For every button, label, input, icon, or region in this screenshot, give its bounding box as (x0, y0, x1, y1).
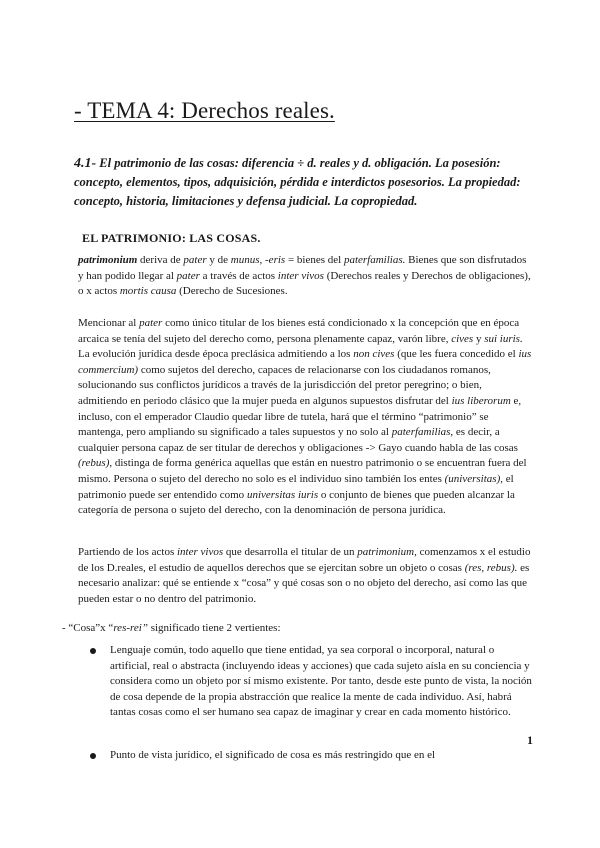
paragraph-pater: Mencionar al pater como único titular de los bienes está condicionado x la concepción que en época arcaica se tenía del sujeto del derecho como, persona plenamente capaz, varón libre, cives y sui iuris. La evolución jurídica desde época preclásica admitiendo a los non cives (que les fuera concedido el ius commercium) como sujetos del derecho, capaces de relacionarse con los ciudadanos romanos, solucionando sus conflictos jurídicos a través de la jurisdicción del pretor peregrino; o bien, admitiendo en periodo clásico que la mujer pueda en algunos supuestos disfrutar del ius liberorum e, incluso, con el emperador Claudio quedar libre de tutela, hará que el término “patrimonio” se mantenga, pero ampliando su significado a tales supuestos y no solo al paterfamilias, es decir, a cualquier persona capaz de ser titular de derechos y obligaciones -> Gayo cuando habla de las cosas (rebus), distinga de forma genérica aquellas que están en nuestro patrimonio o se encuentran fuera del mismo. Persona o sujeto del derecho no solo es el individuo sino también los entes (universitas), el patrimonio puede ser entendido como universitas iuris o conjunto de bienes que pueden alcanzar la categoría de persona o sujeto del derecho, con la denominación de persona jurídica. (78, 317, 532, 517)
bullet-dot-icon (90, 753, 96, 759)
subtitle-number: 4.1- (74, 156, 97, 171)
subtitle-text: El patrimonio de las cosas: diferencia ÷ d. reales y d. obligación. La posesión: concepto, elementos, tipos, adquisición, pérdida e interdictos posesorios. La propiedad: concepto, historia, limitaciones y defensa judicial. La copropiedad. (74, 156, 521, 208)
paragraph-patrimonium: patrimonium deriva de pater y de munus, -eris = bienes del paterfamilias. Bienes que son disfrutados y han podido llegar al pater a través de actos inter vivos (Derechos reales y Derechos de obligaciones), o x actos mortis causa (Derecho de Sucesiones. (78, 254, 531, 298)
paragraph-inter-vivos: Partiendo de los actos inter vivos que desarrolla el titular de un patrimonium, comenzamos x el estudio de los D.reales, el estudio de aquellos derechos que se ejercitan sobre un objeto o cosas (res, rebus). es necesario analizar: qué se entiende x “cosa” y qué cosas son o no objeto del derecho, así como las que pueden estar o no dentro del patrimonio. (78, 546, 531, 605)
topic-subtitle (74, 154, 536, 211)
document-title: - TEMA 4: Derechos reales. (74, 98, 335, 123)
bullet-dot-icon (90, 648, 96, 654)
bullet-item-punto-juridico: Punto de vista jurídico, el significado de cosa es más restringido que en el (110, 749, 436, 761)
dash-item-cosa: - “Cosa”x “res-rei” significado tiene 2 vertientes: (62, 622, 281, 634)
section-heading: EL PATRIMONIO: LAS COSAS. (82, 231, 261, 245)
page-number: 1 (527, 733, 533, 747)
bullet-item-lenguaje-comun: Lenguaje común, todo aquello que tiene entidad, ya sea corporal o incorporal, natural o artificial, real o abstracta (incluyendo ideas y acciones) que cada sujeto aísla en su conciencia y considera como un objeto por sí mismo existente. Por tanto, desde este punto de vista, la noción de cosa depende de la propia abstracción que realice la mente de cada individuo. Así, habrá tantas cosas como el ser humano sea capaz de imaginar y crear en cada momento histórico. (110, 644, 532, 719)
